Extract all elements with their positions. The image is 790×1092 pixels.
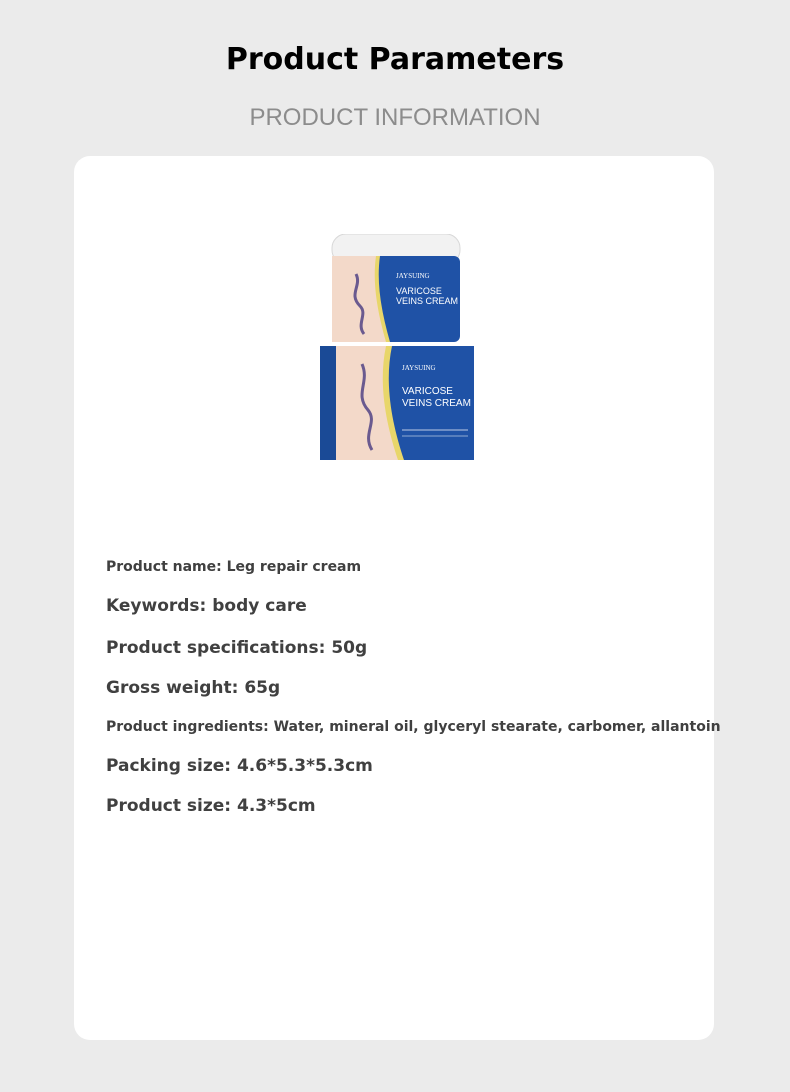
box-brand: JAYSUING (402, 364, 436, 372)
page-subtitle: PRODUCT INFORMATION (249, 104, 541, 131)
param-keywords: Keywords: body care (106, 596, 307, 616)
jar-brand: JAYSUING (396, 272, 430, 280)
product-card (74, 156, 721, 1040)
param-ingredients: Product ingredients: Water, mineral oil, glyceryl stearate, carbomer, allantoin (106, 719, 721, 735)
page-title: Product Parameters (225, 42, 565, 77)
jar-name-1: VARICOSE (396, 286, 442, 296)
box-name-2: VEINS CREAM (402, 398, 471, 409)
param-gross-weight: Gross weight: 65g (106, 678, 281, 698)
param-packing-size: Packing size: 4.6*5.3*5.3cm (106, 756, 373, 776)
product-image (318, 234, 478, 464)
param-product-size: Product size: 4.3*5cm (106, 796, 316, 816)
box-side (320, 346, 336, 460)
param-specifications: Product specifications: 50g (106, 638, 368, 658)
jar-name-2: VEINS CREAM (396, 296, 459, 306)
box-name-1: VARICOSE (402, 386, 453, 397)
param-product-name: Product name: Leg repair cream (106, 559, 362, 575)
